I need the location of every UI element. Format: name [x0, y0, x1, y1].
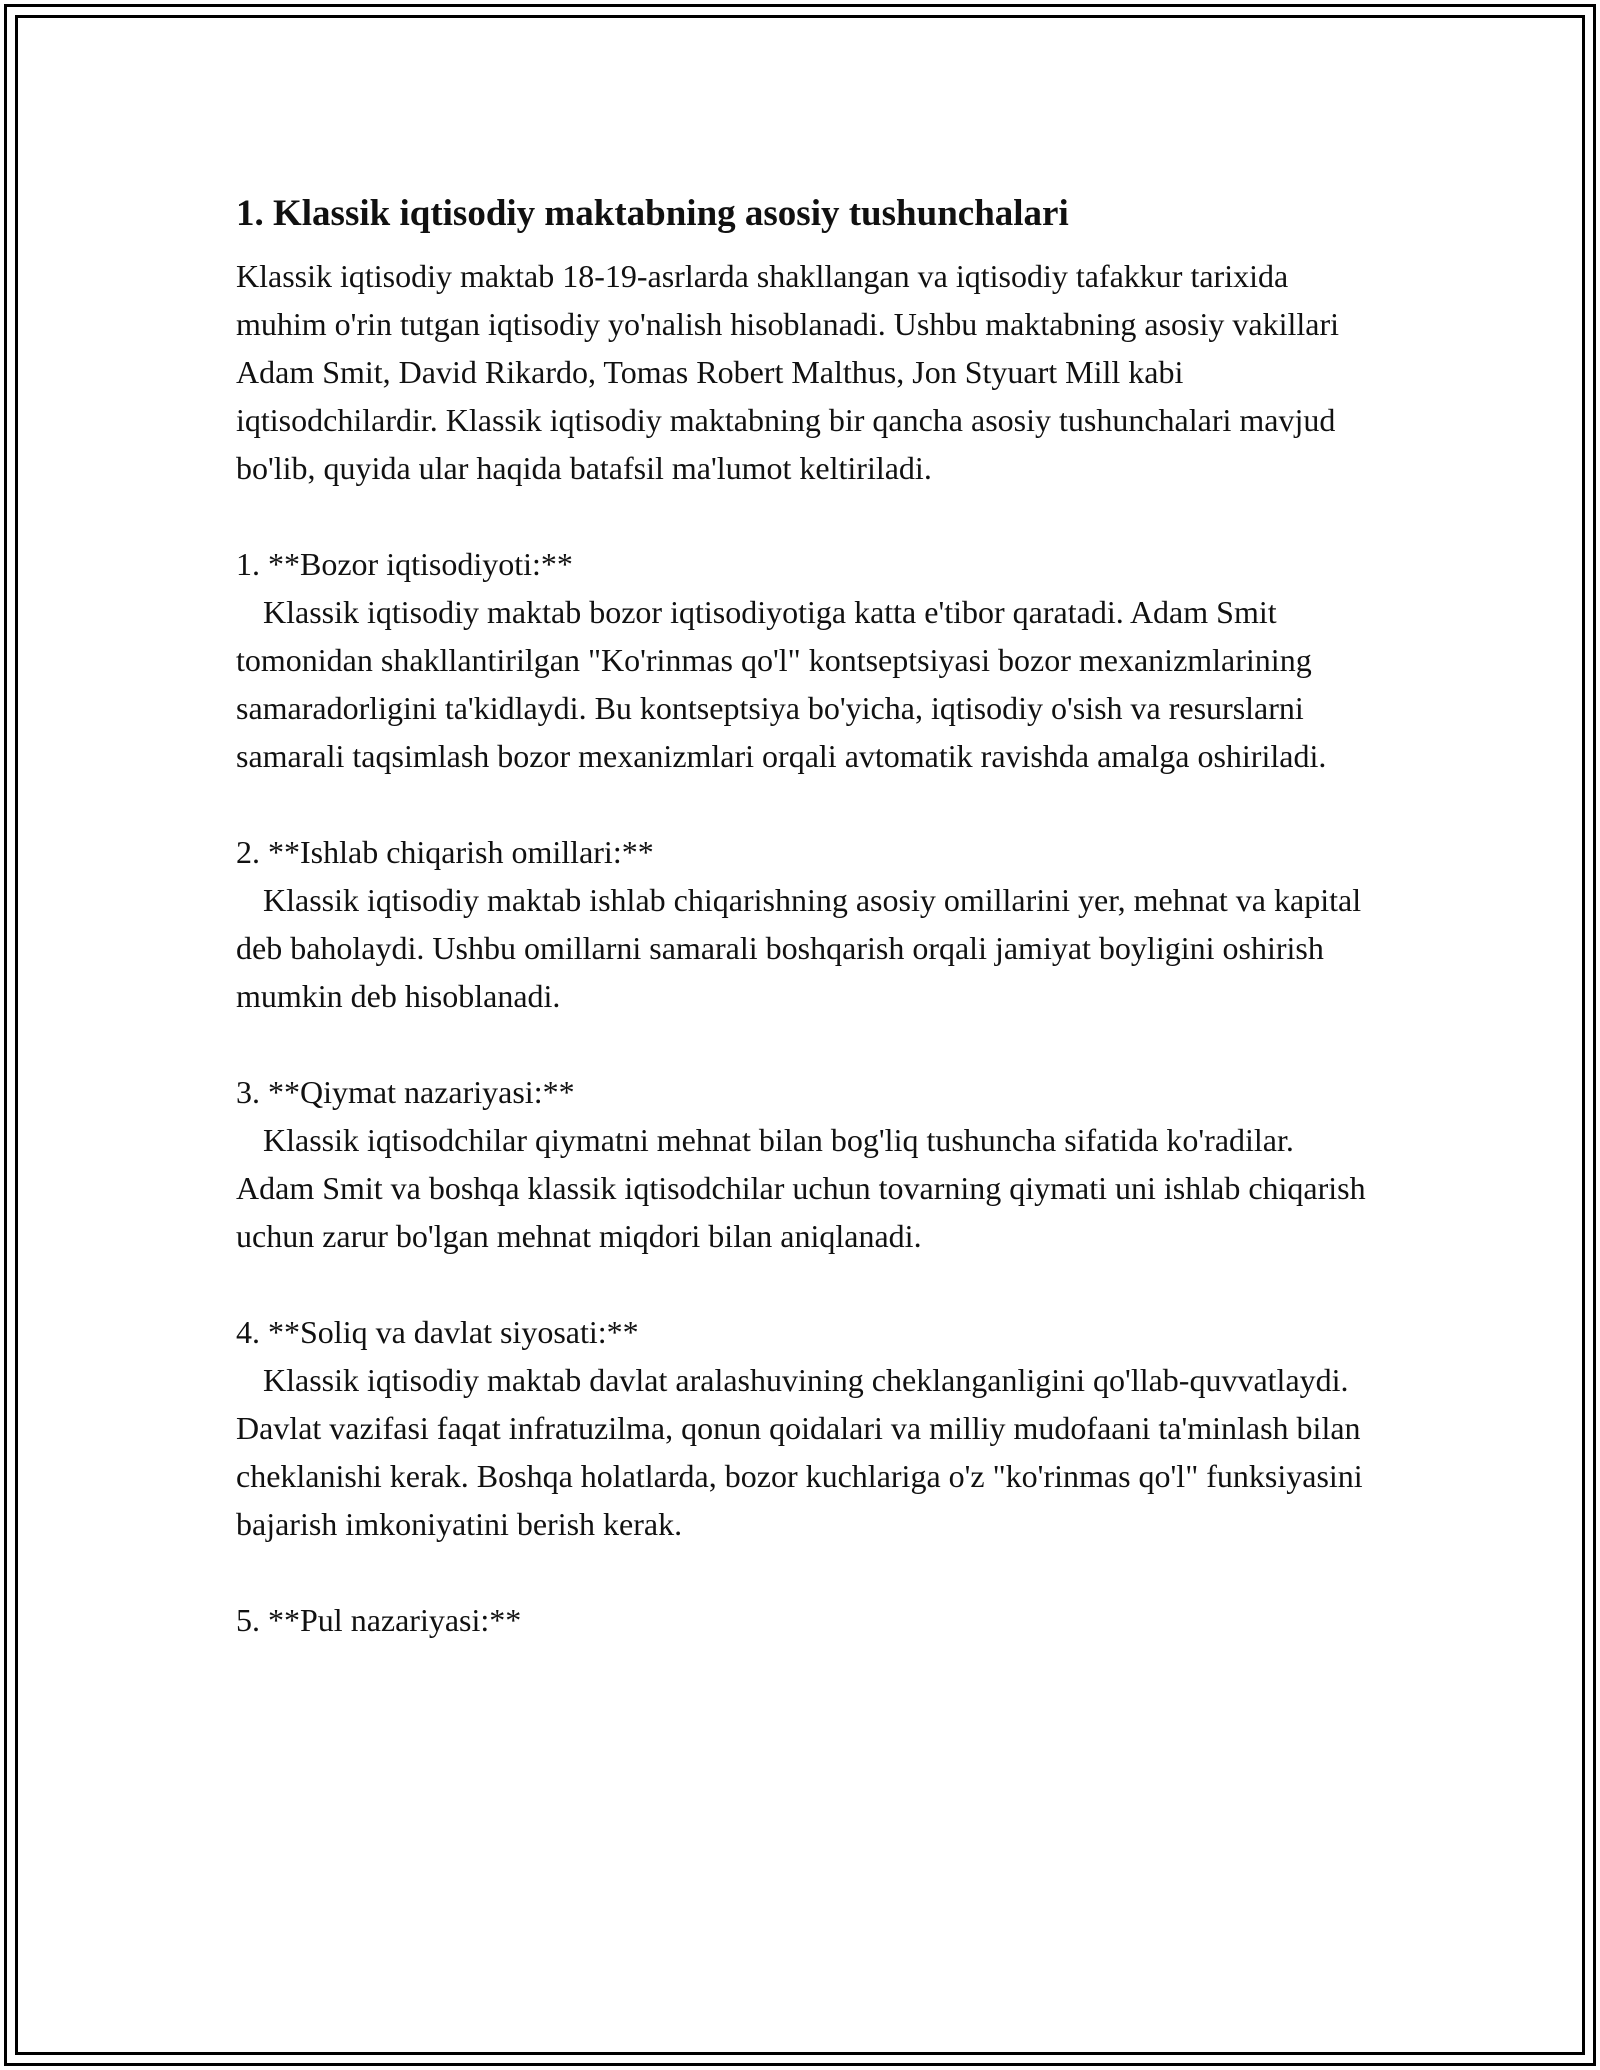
- section-body: Klassik iqtisodchilar qiymatni mehnat bilan bog'liq tushuncha sifatida ko'radilar. Adam Smit va boshqa klassik iqtisodchilar uchun tovarning qiymati uni ishlab chiqarish uchun zarur bo'lgan mehnat miqdori bilan aniqlanadi.: [236, 1122, 1366, 1254]
- intro-paragraph: Klassik iqtisodiy maktab 18-19-asrlarda shakllangan va iqtisodiy tafakkur tarixida muhim o'rin tutgan iqtisodiy yo'nalish hisoblanadi. Ushbu maktabning asosiy vakillari Adam Smit, David Rikardo, Tomas Robert Malthus, Jon Styuart Mill kabi iqtisodchilardir. Klassik iqtisodiy maktabning bir qancha asosiy tushunchalari mavjud bo'lib, quyida ular haqida batafsil ma'lumot keltiriladi.: [236, 258, 1339, 486]
- section-body: Klassik iqtisodiy maktab davlat aralashuvining cheklanganligini qo'llab-quvvatlaydi. Davlat vazifasi faqat infratuzilma, qonun qoidalari va milliy mudofaani ta'minlash bilan cheklanishi kerak. Boshqa holatlarda, bozor kuchlariga o'z "ko'rinmas qo'l" funksiyasini bajarish imkoniyatini berish kerak.: [236, 1362, 1363, 1542]
- section-title: 3. **Qiymat nazariyasi:**: [236, 1074, 575, 1110]
- section-pul-nazariyasi: [236, 1596, 1376, 1644]
- document-body: [236, 188, 1376, 1692]
- section-body: Klassik iqtisodiy maktab ishlab chiqarishning asosiy omillarini yer, mehnat va kapital deb baholaydi. Ushbu omillarni samarali boshqarish orqali jamiyat boyligini oshirish mumkin deb hisoblanadi.: [236, 882, 1362, 1014]
- section-ishlab-chiqarish-omillari: [236, 828, 1376, 1020]
- section-title: 2. **Ishlab chiqarish omillari:**: [236, 834, 654, 870]
- section-soliq-va-davlat-siyosati: [236, 1308, 1376, 1548]
- section-title: 5. **Pul nazariyasi:**: [236, 1602, 522, 1638]
- section-title: 1. **Bozor iqtisodiyoti:**: [236, 546, 573, 582]
- section-title: 4. **Soliq va davlat siyosati:**: [236, 1314, 639, 1350]
- section-body: Klassik iqtisodiy maktab bozor iqtisodiyotiga katta e'tibor qaratadi. Adam Smit tomonidan shakllantirilgan "Ko'rinmas qo'l" kontseptsiyasi bozor mexanizmlarining samaradorligini ta'kidlaydi. Bu kontseptsiya bo'yicha, iqtisodiy o'sish va resurslarni samarali taqsimlash bozor mexanizmlari orqali avtomatik ravishda amalga oshiriladi.: [236, 594, 1327, 774]
- document-heading: 1. Klassik iqtisodiy maktabning asosiy tushunchalari: [236, 193, 1069, 234]
- section-qiymat-nazariyasi: [236, 1068, 1376, 1260]
- section-bozor-iqtisodiyoti: [236, 540, 1376, 780]
